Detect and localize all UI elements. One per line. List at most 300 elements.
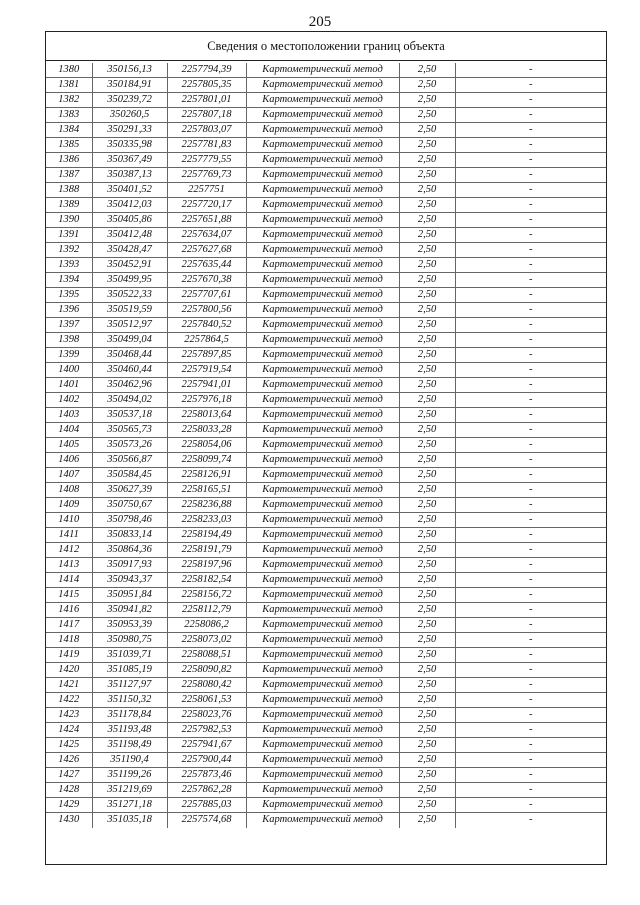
point-number-cell: 1401 [46,378,92,393]
description-cell: - [455,303,606,318]
accuracy-cell: 2,50 [399,798,455,813]
accuracy-cell: 2,50 [399,813,455,828]
x-coordinate-cell: 351198,49 [92,738,167,753]
point-number-cell: 1430 [46,813,92,828]
point-number-cell: 1429 [46,798,92,813]
method-cell: Картометрический метод [246,123,399,138]
x-coordinate-cell: 350428,47 [92,243,167,258]
point-number-cell: 1410 [46,513,92,528]
description-cell: - [455,558,606,573]
x-coordinate-cell: 350565,73 [92,423,167,438]
accuracy-cell: 2,50 [399,273,455,288]
table-title: Сведения о местоположении границ объекта [46,32,606,61]
x-coordinate-cell: 350412,03 [92,198,167,213]
description-cell: - [455,753,606,768]
table-row [46,543,606,558]
boundary-table-frame [45,31,607,865]
description-cell: - [455,348,606,363]
table-row [46,318,606,333]
point-number-cell: 1388 [46,183,92,198]
point-number-cell: 1404 [46,423,92,438]
method-cell: Картометрический метод [246,303,399,318]
accuracy-cell: 2,50 [399,423,455,438]
description-cell: - [455,138,606,153]
method-cell: Картометрический метод [246,573,399,588]
x-coordinate-cell: 350627,39 [92,483,167,498]
method-cell: Картометрический метод [246,348,399,363]
method-cell: Картометрический метод [246,813,399,828]
description-cell: - [455,273,606,288]
x-coordinate-cell: 351271,18 [92,798,167,813]
x-coordinate-cell: 350512,97 [92,318,167,333]
method-cell: Картометрический метод [246,468,399,483]
y-coordinate-cell: 2257634,07 [167,228,246,243]
method-cell: Картометрический метод [246,693,399,708]
x-coordinate-cell: 350239,72 [92,93,167,108]
table-row [46,558,606,573]
x-coordinate-cell: 350460,44 [92,363,167,378]
x-coordinate-cell: 350462,96 [92,378,167,393]
x-coordinate-cell: 350573,26 [92,438,167,453]
method-cell: Картометрический метод [246,588,399,603]
method-cell: Картометрический метод [246,753,399,768]
method-cell: Картометрический метод [246,723,399,738]
accuracy-cell: 2,50 [399,738,455,753]
method-cell: Картометрический метод [246,78,399,93]
table-row [46,438,606,453]
method-cell: Картометрический метод [246,768,399,783]
method-cell: Картометрический метод [246,453,399,468]
table-row [46,813,606,828]
table-row [46,153,606,168]
accuracy-cell: 2,50 [399,213,455,228]
table-row [46,738,606,753]
accuracy-cell: 2,50 [399,258,455,273]
description-cell: - [455,153,606,168]
accuracy-cell: 2,50 [399,693,455,708]
point-number-cell: 1417 [46,618,92,633]
description-cell: - [455,318,606,333]
description-cell: - [455,258,606,273]
point-number-cell: 1414 [46,573,92,588]
description-cell: - [455,693,606,708]
method-cell: Картометрический метод [246,738,399,753]
accuracy-cell: 2,50 [399,393,455,408]
y-coordinate-cell: 2257779,55 [167,153,246,168]
x-coordinate-cell: 350519,59 [92,303,167,318]
accuracy-cell: 2,50 [399,438,455,453]
description-cell: - [455,228,606,243]
description-cell: - [455,528,606,543]
y-coordinate-cell: 2257781,83 [167,138,246,153]
table-row [46,93,606,108]
accuracy-cell: 2,50 [399,153,455,168]
point-number-cell: 1412 [46,543,92,558]
description-cell: - [455,333,606,348]
x-coordinate-cell: 350943,37 [92,573,167,588]
accuracy-cell: 2,50 [399,483,455,498]
description-cell: - [455,723,606,738]
point-number-cell: 1397 [46,318,92,333]
accuracy-cell: 2,50 [399,648,455,663]
description-cell: - [455,168,606,183]
description-cell: - [455,603,606,618]
y-coordinate-cell: 2257794,39 [167,63,246,78]
accuracy-cell: 2,50 [399,678,455,693]
point-number-cell: 1392 [46,243,92,258]
method-cell: Картометрический метод [246,93,399,108]
table-row [46,183,606,198]
table-row [46,123,606,138]
point-number-cell: 1413 [46,558,92,573]
y-coordinate-cell: 2257941,67 [167,738,246,753]
description-cell: - [455,663,606,678]
accuracy-cell: 2,50 [399,618,455,633]
x-coordinate-cell: 350980,75 [92,633,167,648]
method-cell: Картометрический метод [246,528,399,543]
point-number-cell: 1387 [46,168,92,183]
accuracy-cell: 2,50 [399,723,455,738]
table-row [46,648,606,663]
accuracy-cell: 2,50 [399,363,455,378]
accuracy-cell: 2,50 [399,753,455,768]
y-coordinate-cell: 2257862,28 [167,783,246,798]
y-coordinate-cell: 2258156,72 [167,588,246,603]
method-cell: Картометрический метод [246,618,399,633]
point-number-cell: 1398 [46,333,92,348]
point-number-cell: 1411 [46,528,92,543]
y-coordinate-cell: 2258191,79 [167,543,246,558]
y-coordinate-cell: 2258023,76 [167,708,246,723]
description-cell: - [455,453,606,468]
table-row [46,708,606,723]
point-number-cell: 1380 [46,63,92,78]
y-coordinate-cell: 2257864,5 [167,333,246,348]
description-cell: - [455,93,606,108]
table-row [46,633,606,648]
point-number-cell: 1396 [46,303,92,318]
y-coordinate-cell: 2257982,53 [167,723,246,738]
x-coordinate-cell: 350468,44 [92,348,167,363]
x-coordinate-cell: 351219,69 [92,783,167,798]
y-coordinate-cell: 2257900,44 [167,753,246,768]
y-coordinate-cell: 2258126,91 [167,468,246,483]
x-coordinate-cell: 351035,18 [92,813,167,828]
method-cell: Картометрический метод [246,228,399,243]
table-row [46,378,606,393]
description-cell: - [455,198,606,213]
y-coordinate-cell: 2258054,06 [167,438,246,453]
table-row [46,618,606,633]
point-number-cell: 1424 [46,723,92,738]
method-cell: Картометрический метод [246,363,399,378]
y-coordinate-cell: 2257800,56 [167,303,246,318]
y-coordinate-cell: 2258086,2 [167,618,246,633]
point-number-cell: 1389 [46,198,92,213]
accuracy-cell: 2,50 [399,183,455,198]
x-coordinate-cell: 350917,93 [92,558,167,573]
description-cell: - [455,543,606,558]
method-cell: Картометрический метод [246,288,399,303]
x-coordinate-cell: 350156,13 [92,63,167,78]
y-coordinate-cell: 2257651,88 [167,213,246,228]
description-cell: - [455,783,606,798]
point-number-cell: 1400 [46,363,92,378]
x-coordinate-cell: 350833,14 [92,528,167,543]
x-coordinate-cell: 350584,45 [92,468,167,483]
method-cell: Картометрический метод [246,258,399,273]
accuracy-cell: 2,50 [399,108,455,123]
x-coordinate-cell: 351190,4 [92,753,167,768]
point-number-cell: 1415 [46,588,92,603]
table-row [46,513,606,528]
table-row [46,693,606,708]
x-coordinate-cell: 351039,71 [92,648,167,663]
description-cell: - [529,814,533,826]
point-number-cell: 1408 [46,483,92,498]
accuracy-cell: 2,50 [399,453,455,468]
y-coordinate-cell: 2257635,44 [167,258,246,273]
point-number-cell: 1416 [46,603,92,618]
accuracy-cell: 2,50 [399,498,455,513]
x-coordinate-cell: 350367,49 [92,153,167,168]
point-number-cell: 1426 [46,753,92,768]
table-row [46,243,606,258]
point-number-cell: 1418 [46,633,92,648]
method-cell: Картометрический метод [246,783,399,798]
y-coordinate-cell: 2258090,82 [167,663,246,678]
point-number-cell: 1384 [46,123,92,138]
description-cell: - [455,288,606,303]
x-coordinate-cell: 350953,39 [92,618,167,633]
x-coordinate-cell: 350405,86 [92,213,167,228]
table-row [46,753,606,768]
method-cell: Картометрический метод [246,318,399,333]
y-coordinate-cell: 2257751 [167,183,246,198]
page-number: 205 [308,14,332,30]
description-cell: - [455,423,606,438]
description-cell: - [455,498,606,513]
method-cell: Картометрический метод [246,558,399,573]
description-cell: - [455,213,606,228]
point-number-cell: 1423 [46,708,92,723]
coordinates-table [46,63,606,828]
x-coordinate-cell: 351193,48 [92,723,167,738]
table-row [46,393,606,408]
y-coordinate-cell: 2258165,51 [167,483,246,498]
method-cell: Картометрический метод [246,408,399,423]
method-cell: Картометрический метод [246,183,399,198]
y-coordinate-cell: 2257897,85 [167,348,246,363]
y-coordinate-cell: 2257803,07 [167,123,246,138]
table-row [46,108,606,123]
point-number-cell: 1395 [46,288,92,303]
table-row [46,528,606,543]
accuracy-cell: 2,50 [399,168,455,183]
point-number-cell: 1399 [46,348,92,363]
accuracy-cell: 2,50 [399,198,455,213]
table-row [46,408,606,423]
x-coordinate-cell: 350798,46 [92,513,167,528]
description-cell: - [455,588,606,603]
x-coordinate-cell: 350260,5 [92,108,167,123]
method-cell: Картометрический метод [246,168,399,183]
point-number-cell: 1381 [46,78,92,93]
table-row [46,423,606,438]
accuracy-cell: 2,50 [399,528,455,543]
x-coordinate-cell: 351178,84 [92,708,167,723]
y-coordinate-cell: 2257873,46 [167,768,246,783]
method-cell: Картометрический метод [246,243,399,258]
point-number-cell: 1409 [46,498,92,513]
y-coordinate-cell: 2257840,52 [167,318,246,333]
point-number-cell: 1420 [46,663,92,678]
y-coordinate-cell: 2258182,54 [167,573,246,588]
accuracy-cell: 2,50 [399,408,455,423]
accuracy-cell: 2,50 [399,573,455,588]
accuracy-cell: 2,50 [399,348,455,363]
table-row [46,198,606,213]
description-cell: - [455,678,606,693]
y-coordinate-cell: 2258233,03 [167,513,246,528]
y-coordinate-cell: 2258197,96 [167,558,246,573]
y-coordinate-cell: 2257707,61 [167,288,246,303]
x-coordinate-cell: 350499,04 [92,333,167,348]
method-cell: Картометрический метод [246,798,399,813]
description-cell: - [455,63,606,78]
method-cell: Картометрический метод [246,423,399,438]
method-cell: Картометрический метод [246,333,399,348]
point-number-cell: 1419 [46,648,92,663]
description-cell: - [455,798,606,813]
y-coordinate-cell: 2257801,01 [167,93,246,108]
method-cell: Картометрический метод [246,633,399,648]
description-cell: - [455,183,606,198]
description-cell: - [455,618,606,633]
y-coordinate-cell: 2258033,28 [167,423,246,438]
x-coordinate-cell: 350291,33 [92,123,167,138]
accuracy-cell: 2,50 [399,333,455,348]
description-cell: - [455,393,606,408]
point-number-cell: 1403 [46,408,92,423]
x-coordinate-cell: 350566,87 [92,453,167,468]
method-cell: Картометрический метод [246,273,399,288]
description-cell: - [455,438,606,453]
description-cell: - [455,363,606,378]
method-cell: Картометрический метод [246,663,399,678]
x-coordinate-cell: 351199,26 [92,768,167,783]
y-coordinate-cell: 2257976,18 [167,393,246,408]
method-cell: Картометрический метод [246,648,399,663]
accuracy-cell: 2,50 [399,288,455,303]
x-coordinate-cell: 351127,97 [92,678,167,693]
point-number-cell: 1427 [46,768,92,783]
table-row [46,603,606,618]
y-coordinate-cell: 2258088,51 [167,648,246,663]
x-coordinate-cell: 351085,19 [92,663,167,678]
y-coordinate-cell: 2258080,42 [167,678,246,693]
description-cell: - [455,633,606,648]
y-coordinate-cell: 2258112,79 [167,603,246,618]
x-coordinate-cell: 350537,18 [92,408,167,423]
accuracy-cell: 2,50 [399,228,455,243]
point-number-cell: 1394 [46,273,92,288]
y-coordinate-cell: 2257885,03 [167,798,246,813]
accuracy-cell: 2,50 [399,123,455,138]
x-coordinate-cell: 350335,98 [92,138,167,153]
x-coordinate-cell: 351150,32 [92,693,167,708]
y-coordinate-cell: 2257805,35 [167,78,246,93]
table-row [46,783,606,798]
description-cell: - [455,483,606,498]
x-coordinate-cell: 350494,02 [92,393,167,408]
x-coordinate-cell: 350750,67 [92,498,167,513]
accuracy-cell: 2,50 [399,303,455,318]
method-cell: Картометрический метод [246,108,399,123]
point-number-cell: 1425 [46,738,92,753]
y-coordinate-cell: 2258061,53 [167,693,246,708]
y-coordinate-cell: 2258236,88 [167,498,246,513]
method-cell: Картометрический метод [246,138,399,153]
table-row [46,573,606,588]
table-row [46,63,606,78]
x-coordinate-cell: 350452,91 [92,258,167,273]
accuracy-cell: 2,50 [399,663,455,678]
method-cell: Картометрический метод [246,393,399,408]
y-coordinate-cell: 2257941,01 [167,378,246,393]
accuracy-cell: 2,50 [399,513,455,528]
description-cell: - [455,243,606,258]
y-coordinate-cell: 2257574,68 [167,813,246,828]
method-cell: Картометрический метод [246,498,399,513]
y-coordinate-cell: 2258073,02 [167,633,246,648]
x-coordinate-cell: 350387,13 [92,168,167,183]
table-row [46,228,606,243]
table-row [46,678,606,693]
accuracy-cell: 2,50 [399,63,455,78]
method-cell: Картометрический метод [246,708,399,723]
description-cell: - [455,108,606,123]
accuracy-cell: 2,50 [399,783,455,798]
method-cell: Картометрический метод [246,378,399,393]
description-cell: - [455,408,606,423]
accuracy-cell: 2,50 [399,138,455,153]
accuracy-cell: 2,50 [399,378,455,393]
table-row [46,78,606,93]
point-number-cell: 1393 [46,258,92,273]
x-coordinate-cell: 350499,95 [92,273,167,288]
table-row [46,333,606,348]
description-cell: - [455,513,606,528]
x-coordinate-cell: 350522,33 [92,288,167,303]
method-cell: Картометрический метод [246,63,399,78]
description-cell: - [455,708,606,723]
accuracy-cell: 2,50 [399,588,455,603]
table-row [46,663,606,678]
point-number-cell: 1406 [46,453,92,468]
description-cell: - [455,123,606,138]
table-row [46,288,606,303]
y-coordinate-cell: 2258099,74 [167,453,246,468]
y-coordinate-cell: 2257919,54 [167,363,246,378]
point-number-cell: 1405 [46,438,92,453]
x-coordinate-cell: 350401,52 [92,183,167,198]
description-cell: - [455,768,606,783]
x-coordinate-cell: 350864,36 [92,543,167,558]
x-coordinate-cell: 350951,84 [92,588,167,603]
table-row [46,258,606,273]
table-row [46,768,606,783]
